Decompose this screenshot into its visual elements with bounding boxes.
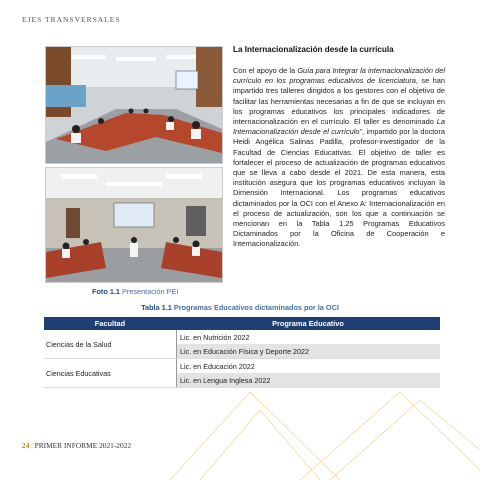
page-footer [22,441,131,450]
caption-number: Foto 1.1 [92,287,120,296]
facultad-cell: Ciencias de la Salud [46,339,112,349]
article-text-1: Con el apoyo de la [233,66,296,75]
program-item: Lic. en Nutrición 2022 [180,332,250,342]
article-body [233,66,445,250]
program-item: Lic. en Lengua Inglesa 2022 [177,373,440,387]
column-header-facultad: Facultad [94,319,126,328]
article-text-2: , se han impartido tres talleres dirigidos a los gestores con el objetivo de facilitar las herramientas necesarias a fin de que se incluyan en los programas educativos los principales indicadores de internacionalización en el currículo. El taller es denominado [233,76,445,127]
photo-caption [92,287,178,296]
article-text-3: , impartido por la doctora Heidi Angélica Salinas Padilla, profesor-investigador de la Facultad de Ciencias Educativas. El objetivo de taller es fortalecer el proceso de actualización de programas educativos que se lleva a cabo desde el 2021. De esta manera, esta institución asegura que los programas educativos incluyan la Dimensión Internacional. Los programas educativos dictaminados por la OCI con el Anexo A: Internacionalización en el proceso de actualización, son los que a continuación se mencionan en la Tabla 1.25 Programas Educativos Dictaminados por la Oficina de Cooperación e Internacionalización. [233,127,445,249]
program-item: Lic. en Educación Física y Deporte 2022 [177,344,440,358]
table-header-row [44,317,440,330]
article-emphasis-2: La Internacionalización desde el currículo" [233,117,445,137]
programs-table [44,317,440,388]
caption-text: Presentación PEI [122,287,179,296]
table-row-group [44,330,440,359]
article-title: La Internacionalización desde la currícula [233,45,394,54]
table-title-text: Programas Educativos dictaminados por la OCI [173,303,339,312]
facultad-cell: Ciencias Educativas [46,368,111,378]
meeting-photo-1 [45,46,223,164]
program-item: Lic. en Educación 2022 [180,361,255,371]
article-emphasis-1: Guía para Integrar la internacionalización del currículo en los programas educativos de licenciatura [233,66,445,86]
section-header: EJES TRANSVERSALES [22,15,121,24]
meeting-photo-2 [45,167,223,283]
footer-separator: | [31,441,33,450]
page-number: 24 [22,441,30,450]
programs-cell [176,359,440,387]
footer-title: PRIMER INFORME 2021-2022 [34,441,132,450]
table-title [0,303,480,312]
programs-cell [176,330,440,358]
table-number: Tabla 1.1 [141,303,172,312]
column-header-programa: Programa Educativo [272,319,344,328]
table-row-group [44,359,440,388]
